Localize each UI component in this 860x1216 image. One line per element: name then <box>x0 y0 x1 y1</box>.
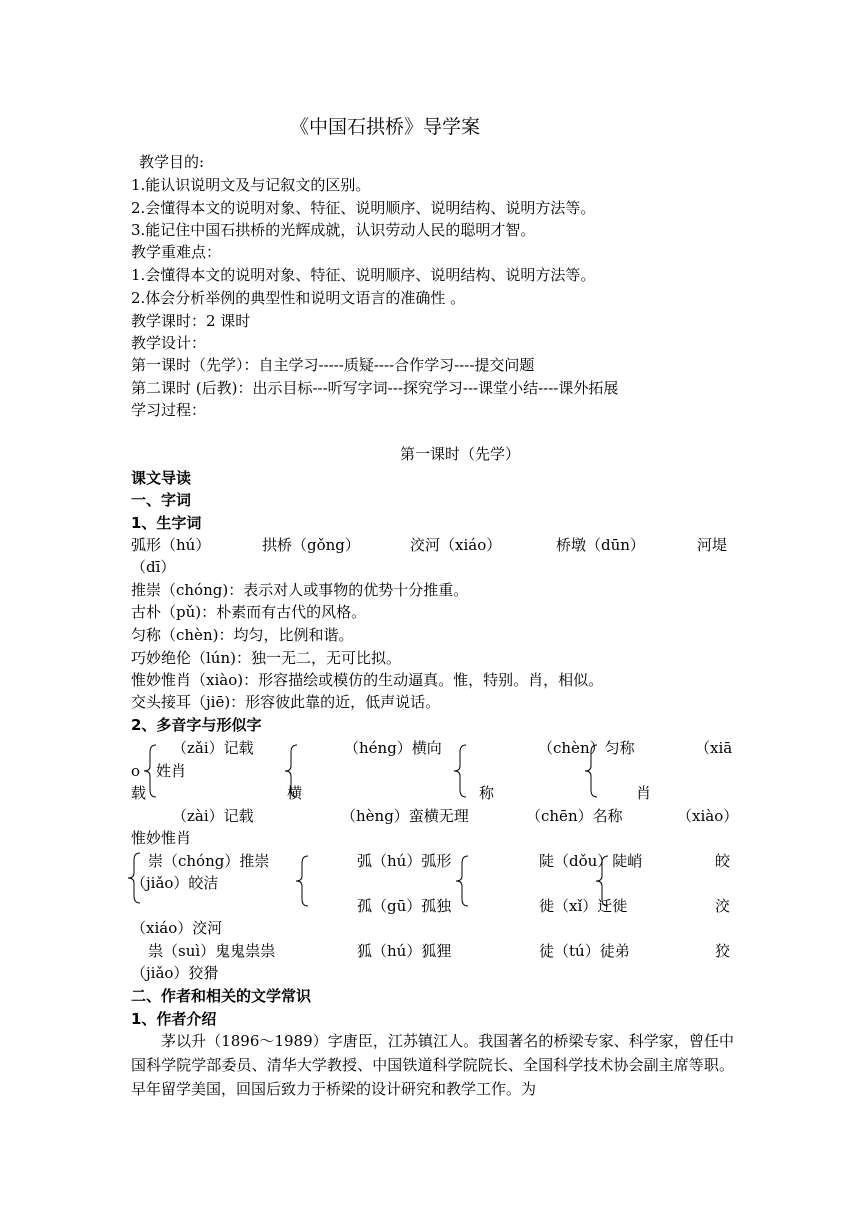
shape-char-item: 狡 <box>715 942 731 960</box>
intro-line: 1.会懂得本文的说明对象、特征、说明顺序、说明结构、说明方法等。 <box>131 266 596 284</box>
vocab-item: 拱桥（gǒng） <box>262 536 360 554</box>
definition-line: 推崇（chóng)：表示对人或事物的优势十分推重。 <box>131 581 469 599</box>
shape-char-item: 徒（tú）徒弟 <box>539 942 630 960</box>
vocab-item: （dī） <box>131 558 176 576</box>
definition-line: 交头接耳（jiē)：形容彼此靠的近，低声说话。 <box>131 693 441 711</box>
shape-char-item: （xiáo）洨河 <box>131 919 223 937</box>
intro-line: 2.会懂得本文的说明对象、特征、说明顺序、说明结构、说明方法等。 <box>131 199 596 217</box>
polyphone-reading: （héng）横向 <box>344 739 442 757</box>
intro-line: 第二课时 (后教)：出示目标---听写字词---探究学习---课堂小结----课外拓展 <box>131 379 619 397</box>
vocab-item: 桥墩（dūn） <box>556 536 645 554</box>
shape-char-item: 孤（gū）孤独 <box>357 897 452 915</box>
polyphone-reading: （hèng）蛮横无理 <box>341 807 469 825</box>
intro-line: 第一课时（先学）：自主学习-----质疑----合作学习----提交问题 <box>131 356 535 374</box>
polyphone-char: 横 <box>287 784 303 802</box>
section-heading: 一、字词 <box>131 491 192 509</box>
definition-line: 古朴（pǔ)：朴素而有古代的风格。 <box>131 603 367 621</box>
definition-line: 巧妙绝伦（lún)：独一无二，无可比拟。 <box>131 649 401 667</box>
section-heading: 课文导读 <box>131 469 192 487</box>
intro-line: 教学目的: <box>139 153 205 171</box>
shape-char-item: 祟（suì）鬼鬼祟祟 <box>148 942 276 960</box>
shape-char-item: 狐（hú）狐狸 <box>357 942 452 960</box>
intro-line: 学习过程： <box>131 401 207 419</box>
left-brace-icon <box>294 855 310 907</box>
intro-line: 教学重难点： <box>131 243 222 261</box>
polyphone-reading: （xiā <box>695 739 733 757</box>
definition-line: 惟妙惟肖（xiào)：形容描绘或模仿的生动逼真。惟，特别。肖，相似。 <box>131 671 604 689</box>
intro-line: 3.能记住中国石拱桥的光辉成就，认识劳动人民的聪明才智。 <box>131 221 536 239</box>
polyphone-reading: （chèn）匀称 <box>538 739 635 757</box>
polyphone-reading: （zài）记载 <box>172 807 254 825</box>
shape-char-item: 弧（hú）弧形 <box>357 852 452 870</box>
shape-char-item: 崇（chóng）推崇 <box>148 852 270 870</box>
vocab-item: 洨河（xiáo） <box>410 536 502 554</box>
lesson-heading: 第一课时（先学） <box>400 445 521 463</box>
subsection-heading: 2、多音字与形似字 <box>131 716 262 734</box>
page-title: 《中国石拱桥》导学案 <box>290 116 481 138</box>
intro-line: 2.体会分析举例的典型性和说明文语言的准确性 。 <box>131 289 466 307</box>
shape-char-item: 徙（xǐ）迁徙 <box>539 897 628 915</box>
polyphone-reading: （zǎi）记载 <box>172 739 254 757</box>
shape-char-item: 皎 <box>715 852 731 870</box>
polyphone-text: o <box>131 762 141 780</box>
intro-line: 教学课时：2 课时 <box>131 312 251 330</box>
subsection-heading: 1、作者介绍 <box>131 1010 217 1028</box>
shape-char-item: （jiǎo）狡猾 <box>131 964 219 982</box>
polyphone-reading: 姓肖 <box>156 762 187 780</box>
shape-char-item: 洨 <box>715 897 731 915</box>
vocab-item: 河堤 <box>697 536 728 554</box>
vocab-item: 弧形（hú） <box>131 536 211 554</box>
polyphone-reading: （xiào） <box>677 807 739 825</box>
intro-line: 教学设计： <box>131 334 207 352</box>
left-brace-icon <box>454 855 470 907</box>
author-paragraph: 茅以升（1896～1989）字唐臣，江苏镇江人。我国著名的桥梁专家、科学家，曾任中国科学院学部委员、清华大学教授、中国铁道科学院院长、全国科学技术协会副主席等职。早年留学美国，回国后致力于桥梁的设计研究和教学工作。为 <box>131 1032 734 1098</box>
section-heading: 二、作者和相关的文学常识 <box>131 987 312 1005</box>
polyphone-char: 肖 <box>636 784 652 802</box>
polyphone-reading: （chēn）名称 <box>526 807 623 825</box>
polyphone-char: 称 <box>479 784 495 802</box>
subsection-heading: 1、生字词 <box>131 514 202 532</box>
polyphone-char: 载 <box>131 784 147 802</box>
polyphone-reading: 惟妙惟肖 <box>131 829 192 847</box>
intro-line: 1.能认识说明文及与记叙文的区别。 <box>131 176 371 194</box>
shape-char-item: （jiǎo）皎洁 <box>131 874 219 892</box>
left-brace-icon <box>452 744 468 798</box>
shape-char-item: 陡（dǒu）陡峭 <box>539 852 643 870</box>
definition-line: 匀称（chèn)：均匀，比例和谐。 <box>131 626 354 644</box>
